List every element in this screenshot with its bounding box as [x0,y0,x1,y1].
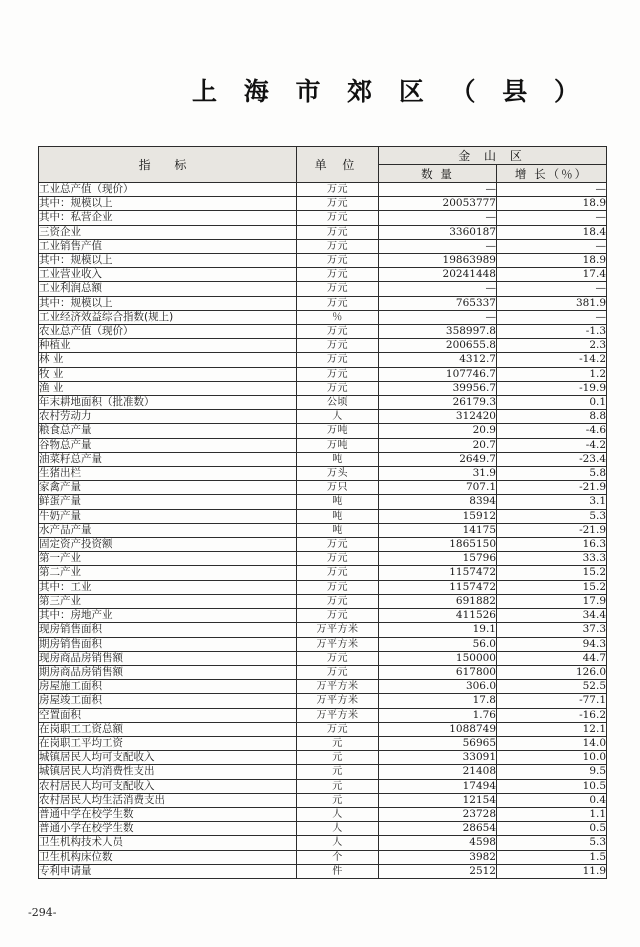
table-row [39,211,607,225]
row-quantity: 20241448 [379,268,497,282]
row-growth: 1.1 [497,807,607,821]
row-unit: 万元 [297,609,379,623]
row-indicator-label: 工业销售产值 [39,239,297,253]
row-quantity: 17494 [379,779,497,793]
row-growth: -21.9 [497,481,607,495]
table-row [39,339,607,353]
row-unit: 万元 [297,239,379,253]
row-quantity: 17.8 [379,694,497,708]
row-unit: 万元 [297,651,379,665]
row-quantity: 15912 [379,509,497,523]
row-growth: -23.4 [497,452,607,466]
row-indicator-label: 其中：规模以上 [39,254,297,268]
row-unit: 万元 [297,381,379,395]
header-growth: 增 长（％） [497,165,607,183]
row-growth: — [497,183,607,197]
row-growth: 18.9 [497,197,607,211]
table-row [39,807,607,821]
row-unit: 吨 [297,495,379,509]
row-growth: — [497,211,607,225]
table-row [39,850,607,864]
table-row [39,822,607,836]
row-unit: 万元 [297,580,379,594]
row-quantity: 20.7 [379,438,497,452]
row-growth: 18.9 [497,254,607,268]
table-row [39,495,607,509]
table-row [39,836,607,850]
row-quantity: 12154 [379,793,497,807]
table-row [39,325,607,339]
row-quantity: 19.1 [379,623,497,637]
row-indicator-label: 三资企业 [39,225,297,239]
row-unit: 万元 [297,225,379,239]
table-row [39,665,607,679]
row-unit: 元 [297,751,379,765]
row-growth: -1.3 [497,325,607,339]
row-indicator-label: 渔 业 [39,381,297,395]
row-unit: 万吨 [297,424,379,438]
row-indicator-label: 油菜籽总产量 [39,452,297,466]
table-row [39,708,607,722]
table-row [39,452,607,466]
row-unit: 元 [297,793,379,807]
row-growth: -14.2 [497,353,607,367]
page-title: 上 海 市 郊 区 （ 县 ） [192,77,588,106]
row-indicator-label: 工业利润总额 [39,282,297,296]
row-indicator-label: 生猪出栏 [39,467,297,481]
row-growth: 12.1 [497,722,607,736]
row-quantity: 2512 [379,864,497,878]
row-indicator-label: 卫生机构床位数 [39,850,297,864]
table-row [39,736,607,750]
row-quantity: 20.9 [379,424,497,438]
page-number: -294- [28,906,57,919]
row-unit: 元 [297,736,379,750]
row-indicator-label: 年末耕地面积（批准数） [39,396,297,410]
row-quantity: 691882 [379,594,497,608]
row-unit: 人 [297,822,379,836]
row-growth: 14.0 [497,736,607,750]
row-unit: 人 [297,410,379,424]
row-unit: 万平方米 [297,623,379,637]
row-indicator-label: 农村居民人均可支配收入 [39,779,297,793]
row-unit: 万元 [297,254,379,268]
row-quantity: 2649.7 [379,452,497,466]
table-row [39,538,607,552]
row-indicator-label: 牛奶产量 [39,509,297,523]
row-growth: 17.4 [497,268,607,282]
table-row [39,793,607,807]
table-row [39,623,607,637]
row-quantity: 1.76 [379,708,497,722]
row-indicator-label: 工业营业收入 [39,268,297,282]
table-body [39,183,607,879]
row-growth: -77.1 [497,694,607,708]
table-header [39,147,607,183]
table-row [39,296,607,310]
row-growth: 0.4 [497,793,607,807]
row-indicator-label: 现房商品房销售额 [39,651,297,665]
row-indicator-label: 家禽产量 [39,481,297,495]
row-quantity: 19863989 [379,254,497,268]
row-indicator-label: 在岗职工工资总额 [39,722,297,736]
row-indicator-label: 第一产业 [39,552,297,566]
row-quantity: — [379,310,497,324]
table-row [39,552,607,566]
row-indicator-label: 其中：工业 [39,580,297,594]
row-unit: 万只 [297,481,379,495]
row-growth: 34.4 [497,609,607,623]
table-row [39,254,607,268]
row-quantity: 358997.8 [379,325,497,339]
row-unit: 万元 [297,665,379,679]
row-growth: 0.5 [497,822,607,836]
row-growth: -4.6 [497,424,607,438]
row-growth: 2.3 [497,339,607,353]
row-indicator-label: 其中：规模以上 [39,296,297,310]
row-quantity: 8394 [379,495,497,509]
row-unit: 元 [297,779,379,793]
table-row [39,509,607,523]
row-growth: -19.9 [497,381,607,395]
row-quantity: — [379,183,497,197]
row-unit: 件 [297,864,379,878]
row-growth: 10.5 [497,779,607,793]
row-indicator-label: 鲜蛋产量 [39,495,297,509]
row-unit: 万元 [297,538,379,552]
header-quantity: 数 量 [379,165,497,183]
table-row [39,481,607,495]
row-growth: 10.0 [497,751,607,765]
row-growth: 1.5 [497,850,607,864]
row-growth: 5.8 [497,467,607,481]
table-row [39,751,607,765]
table-row [39,225,607,239]
row-unit: 公顷 [297,396,379,410]
row-quantity: 56.0 [379,637,497,651]
table-row [39,594,607,608]
row-quantity: 411526 [379,609,497,623]
row-unit: 万平方米 [297,694,379,708]
row-growth: 8.8 [497,410,607,424]
table-row [39,864,607,878]
row-unit: 万平方米 [297,680,379,694]
row-growth: 126.0 [497,665,607,679]
row-unit: 万元 [297,339,379,353]
row-indicator-label: 空置面积 [39,708,297,722]
row-growth: 1.2 [497,367,607,381]
row-quantity: 107746.7 [379,367,497,381]
table-row [39,651,607,665]
statistics-table-container [38,146,606,879]
row-growth: 16.3 [497,538,607,552]
row-indicator-label: 粮食总产量 [39,424,297,438]
row-unit: 万吨 [297,438,379,452]
row-quantity: — [379,211,497,225]
table-row [39,183,607,197]
row-growth: 52.5 [497,680,607,694]
row-growth: 33.3 [497,552,607,566]
row-unit: 万元 [297,282,379,296]
table-row [39,523,607,537]
row-indicator-label: 水产品产量 [39,523,297,537]
row-indicator-label: 房屋施工面积 [39,680,297,694]
row-quantity: 21408 [379,765,497,779]
row-indicator-label: 普通小学在校学生数 [39,822,297,836]
row-quantity: 4312.7 [379,353,497,367]
row-quantity: 765337 [379,296,497,310]
row-quantity: 3360187 [379,225,497,239]
table-row [39,637,607,651]
table-row [39,680,607,694]
row-quantity: 39956.7 [379,381,497,395]
row-indicator-label: 期房销售面积 [39,637,297,651]
row-indicator-label: 农村居民人均生活消费支出 [39,793,297,807]
row-quantity: 31.9 [379,467,497,481]
row-indicator-label: 房屋竣工面积 [39,694,297,708]
row-growth: — [497,282,607,296]
row-growth: 9.5 [497,765,607,779]
statistics-table [38,146,607,879]
row-quantity: 707.1 [379,481,497,495]
row-quantity: 200655.8 [379,339,497,353]
row-indicator-label: 农业总产值（现价） [39,325,297,339]
table-row [39,467,607,481]
row-indicator-label: 第二产业 [39,566,297,580]
row-unit: 万元 [297,325,379,339]
table-row [39,396,607,410]
header-indicator: 指 标 [39,147,297,183]
row-unit: 万元 [297,367,379,381]
row-indicator-label: 现房销售面积 [39,623,297,637]
table-row [39,609,607,623]
row-quantity: 20053777 [379,197,497,211]
row-quantity: 28654 [379,822,497,836]
table-row [39,353,607,367]
row-growth: -4.2 [497,438,607,452]
table-row [39,694,607,708]
row-quantity: 56965 [379,736,497,750]
table-row [39,438,607,452]
row-growth: 94.3 [497,637,607,651]
row-indicator-label: 其中：规模以上 [39,197,297,211]
row-growth: 18.4 [497,225,607,239]
table-row [39,310,607,324]
table-row [39,779,607,793]
row-quantity: 4598 [379,836,497,850]
row-growth: 3.1 [497,495,607,509]
table-row [39,282,607,296]
row-unit: 元 [297,765,379,779]
header-region: 金 山 区 [379,147,607,165]
row-indicator-label: 林 业 [39,353,297,367]
row-quantity: 33091 [379,751,497,765]
row-unit: 万元 [297,722,379,736]
row-indicator-label: 其中：房地产业 [39,609,297,623]
table-row [39,580,607,594]
row-growth: 381.9 [497,296,607,310]
row-unit: 万元 [297,268,379,282]
row-unit: 万元 [297,197,379,211]
row-indicator-label: 其中：私营企业 [39,211,297,225]
row-indicator-label: 城镇居民人均消费性支出 [39,765,297,779]
row-quantity: — [379,239,497,253]
row-indicator-label: 城镇居民人均可支配收入 [39,751,297,765]
row-indicator-label: 种植业 [39,339,297,353]
row-unit: 万元 [297,211,379,225]
row-unit: 万元 [297,552,379,566]
row-unit: 万平方米 [297,708,379,722]
table-row [39,765,607,779]
row-growth: 15.2 [497,580,607,594]
row-quantity: 14175 [379,523,497,537]
row-quantity: 306.0 [379,680,497,694]
row-indicator-label: 卫生机构技术人员 [39,836,297,850]
row-indicator-label: 农村劳动力 [39,410,297,424]
row-unit: 万头 [297,467,379,481]
row-growth: -16.2 [497,708,607,722]
row-indicator-label: 固定资产投资额 [39,538,297,552]
row-unit: 万元 [297,566,379,580]
row-quantity: 23728 [379,807,497,821]
row-quantity: 1865150 [379,538,497,552]
row-indicator-label: 专利申请量 [39,864,297,878]
row-growth: 15.2 [497,566,607,580]
row-growth: — [497,239,607,253]
row-unit: 万平方米 [297,637,379,651]
row-unit: 个 [297,850,379,864]
row-unit: 万元 [297,353,379,367]
row-growth: 5.3 [497,509,607,523]
row-indicator-label: 在岗职工平均工资 [39,736,297,750]
row-growth: 11.9 [497,864,607,878]
row-quantity: 150000 [379,651,497,665]
row-quantity: 1157472 [379,566,497,580]
row-growth: 0.1 [497,396,607,410]
row-unit: 人 [297,836,379,850]
table-row [39,367,607,381]
row-growth: 5.3 [497,836,607,850]
row-growth: 37.3 [497,623,607,637]
table-row [39,566,607,580]
header-unit: 单 位 [297,147,379,183]
row-indicator-label: 工业总产值（现价） [39,183,297,197]
table-row [39,424,607,438]
table-row [39,268,607,282]
row-quantity: 1157472 [379,580,497,594]
row-unit: 吨 [297,523,379,537]
row-quantity: 26179.3 [379,396,497,410]
row-growth: 44.7 [497,651,607,665]
row-indicator-label: 期房商品房销售额 [39,665,297,679]
row-unit: 万元 [297,183,379,197]
table-row [39,381,607,395]
row-quantity: — [379,282,497,296]
row-indicator-label: 普通中学在校学生数 [39,807,297,821]
row-quantity: 15796 [379,552,497,566]
row-quantity: 312420 [379,410,497,424]
row-unit: 万元 [297,296,379,310]
row-unit: ％ [297,310,379,324]
row-growth: -21.9 [497,523,607,537]
row-indicator-label: 谷物总产量 [39,438,297,452]
row-unit: 吨 [297,509,379,523]
table-row [39,239,607,253]
row-indicator-label: 牧 业 [39,367,297,381]
row-growth: 17.9 [497,594,607,608]
row-quantity: 3982 [379,850,497,864]
row-indicator-label: 第三产业 [39,594,297,608]
table-row [39,722,607,736]
table-row [39,410,607,424]
row-unit: 万元 [297,594,379,608]
row-quantity: 1088749 [379,722,497,736]
row-indicator-label: 工业经济效益综合指数(规上) [39,310,297,324]
row-unit: 吨 [297,452,379,466]
table-row [39,197,607,211]
row-quantity: 617800 [379,665,497,679]
row-growth: — [497,310,607,324]
row-unit: 人 [297,807,379,821]
